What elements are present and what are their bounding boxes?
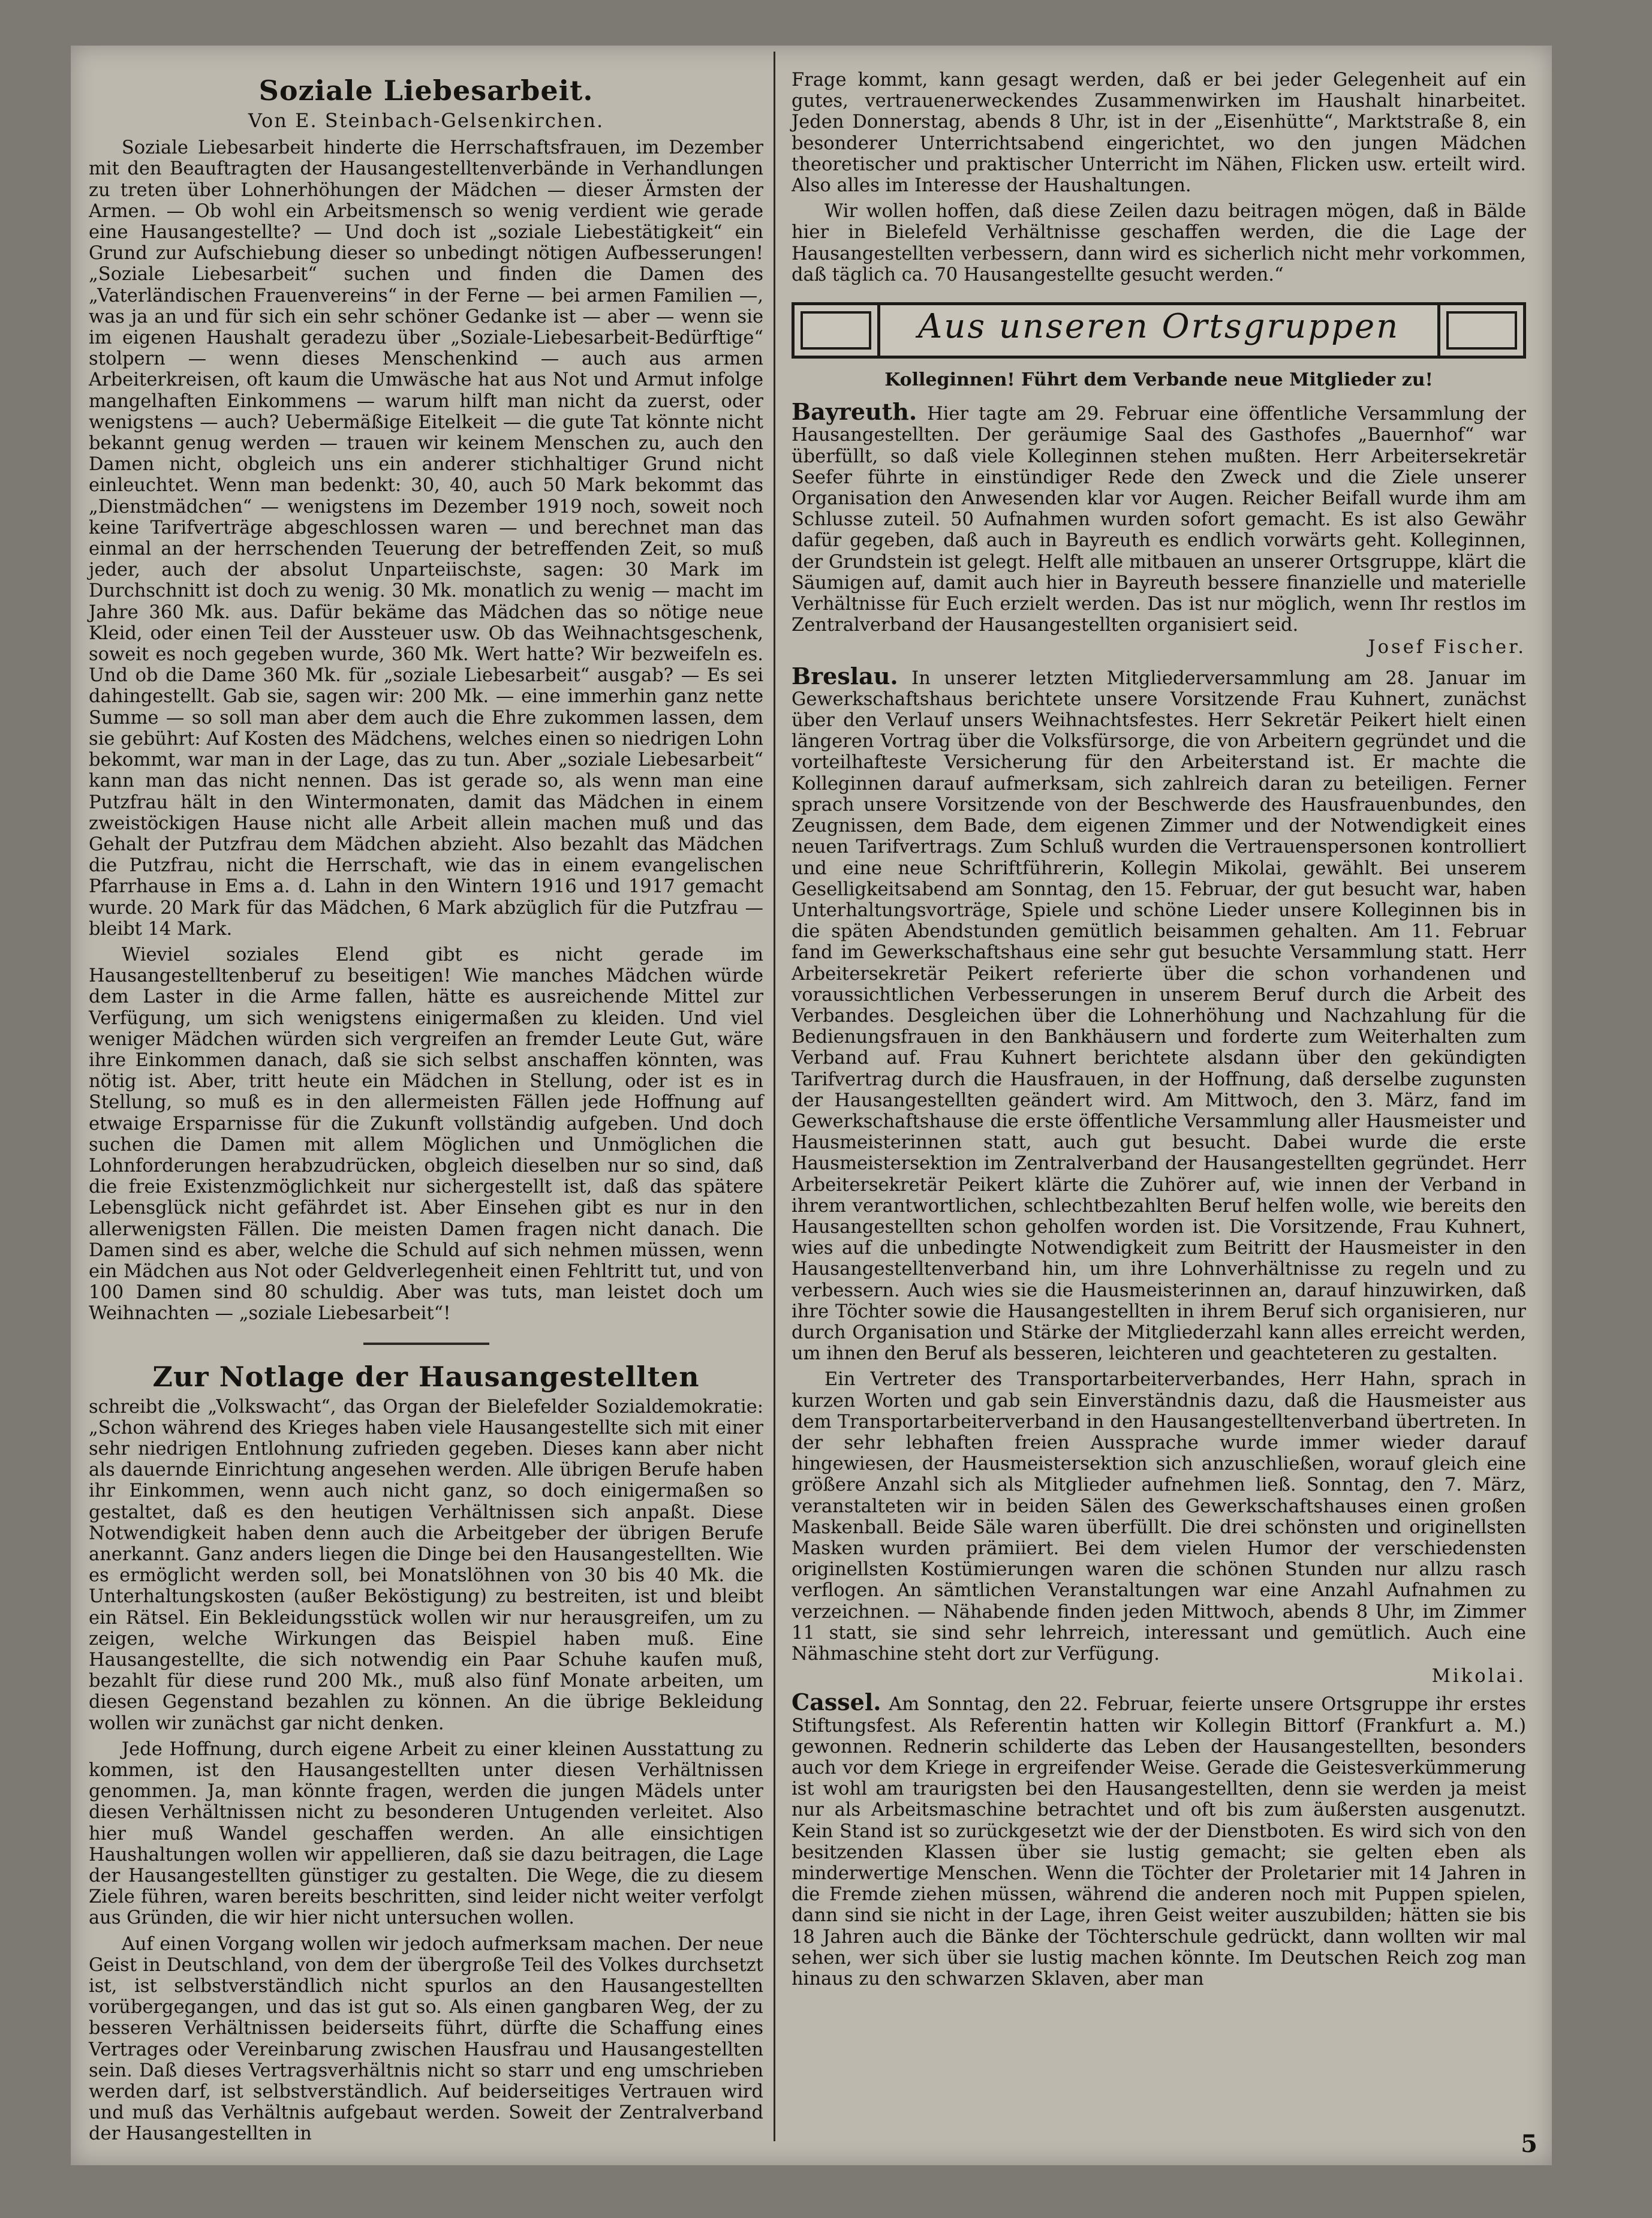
article-paragraph: Wieviel soziales Elend gibt es nicht gerade im Hausangestelltenberuf zu beseitigen! Wie manches Mädchen würde dem Laster in die Arme fallen, hätte es ausreichende Mittel zur Verfügung, um sich wenigstens einigermaßen zu kleiden. Und viel weniger Mädchen würden sich vergreifen an fremder Leute Gut, wäre ihre Einkommen danach, daß sie sich selbst anschaffen könnten, was nötig ist. Aber, tritt heute ein Mädchen in Stellung, oder ist es in Stellung, so muß es in den allermeisten Fällen jede Hoffnung auf etwaige Ersparnisse für die Zukunft vollständig aufgeben. Und doch suchen die Damen mit allem Möglichen und Unmöglichen die Lohnforderungen herabzudrücken, obgleich dieselben nur so sind, daß die freie Existenzmöglichkeit nur sichergestellt ist, daß das spätere Lebensglück nicht gefährdet ist. Aber Einsehen gibt es nur in den allerwenigsten Fällen. Die meisten Damen fragen nicht danach. Die Damen sind es aber, welche die Schuld auf sich nehmen müssen, wenn ein Mädchen aus Not oder Geldverlegenheit einen Fehltritt tut, und von 100 Damen sind 80 schuldig. Aber was tuts, man leistet doch um Weihnachten — „soziale Liebesarbeit“!	[89, 944, 763, 1325]
report-signature: Mikolai.	[1431, 1666, 1526, 1687]
article-separator	[363, 1343, 489, 1345]
right-column	[792, 70, 1526, 2129]
article-paragraph: Jede Hoffnung, durch eigene Arbeit zu einer kleinen Ausstattung zu kommen, ist den Hausangestellten unter diesen Verhältnissen genommen. Ja, man könnte fragen, werden die jungen Mädels unter diesen Verhältnissen nicht zu besonderen Untugenden verleitet. Also hier muß Wandel geschaffen werden. An alle einsichtigen Haushaltungen wollen wir appellieren, daß sie dazu beitragen, die Lage der Hausangestellten günstiger zu gestalten. Die Wege, die zu diesem Ziele führen, waren bereits beschritten, sind leider nicht weiter verfolgt aus Gründen, die wir hier nicht untersuchen wollen.	[89, 1738, 763, 1929]
report-cassel	[792, 1689, 1526, 1990]
article-byline: Von E. Steinbach-Gelsenkirchen.	[248, 109, 604, 132]
banner-ornament-left	[801, 311, 871, 350]
column-divider	[774, 52, 775, 2141]
report-place: Bayreuth.	[792, 398, 917, 426]
report-breslau	[792, 662, 1526, 1365]
article-paragraph: schreibt die „Volkswacht“, das Organ der Bielefelder Sozialdemokratie: „Schon während des Krieges haben viele Hausangestellte sich mit einer sehr niedrigen Entlohnung zufrieden gegeben. Dieses kann aber nicht als dauernde Einrichtung angesehen werden. Alle übrigen Berufe haben ihr Einkommen, wenn auch nicht ganz, so doch einigermaßen so gestaltet, daß es den heutigen Verhältnissen sich anpaßt. Diese Notwendigkeit haben denn auch die Arbeitgeber der übrigen Berufe anerkannt. Ganz anders liegen die Dinge bei den Hausangestellten. Wie es ermöglicht werden soll, bei Monatslöhnen von 30 bis 40 Mk. die Unterhaltungskosten (außer Beköstigung) zu bestreiten, ist und bleibt ein Rätsel. Ein Bekleidungsstück wollen wir nur herausgreifen, um zu zeigen, welche Wirkungen das Beispiel haben muß. Eine Hausangestellte, die sich notwendig ein Paar Schuhe kaufen muß, bezahlt für diese rund 200 Mk., muß also fünf Monate arbeiten, um diesen Gegenstand bezahlen zu können. An die übrige Bekleidung wollen wir zunächst gar nicht denken.	[89, 1396, 763, 1734]
newspaper-page	[71, 46, 1552, 2165]
continuation-paragraph: Frage kommt, kann gesagt werden, daß er bei jeder Gelegenheit auf ein gutes, vertrauenerweckendes Zusammenwirken im Haushalt hinarbeitet. Jeden Donnerstag, abends 8 Uhr, ist in der „Eisenhütte“, Marktstraße 8, ein besonderer Unterrichtsabend eingerichtet, wo den jungen Mädchen theoretischer und praktischer Unterricht im Nähen, Flicken usw. erteilt wird. Also alles im Interesse der Haushaltungen.	[792, 70, 1526, 197]
section-banner	[792, 302, 1526, 359]
report-place: Breslau.	[792, 662, 898, 690]
report-text: In unserer letzten Mitgliederversammlung am 28. Januar im Gewerkschaftshaus berichtete unsere Vorsitzende Frau Kuhnert, zunächst über den Verlauf unsers Weihnachtsfestes. Herr Sekretär Peikert hielt einen längeren Vortrag über die Volksfürsorge, die von Arbeitern gegründet und die vorteilhafteste Versicherung für den Arbeiterstand ist. Er machte die Kolleginnen darauf aufmerksam, sich zahlreich daran zu beteiligen. Ferner sprach unsere Vorsitzende von der Beschwerde des Hausfrauenbundes, den Zeugnissen, dem Bade, dem eigenen Zimmer und der Notwendigkeit eines neuen Tarifvertrags. Zum Schluß wurden die Vertrauenspersonen kontrolliert und eine neue Schriftführerin, Kollegin Mikolai, gewählt. Bei unserem Geselligkeitsabend am Sonntag, den 15. Februar, der gut besucht war, haben Unterhaltungsvorträge, Spiele und schöne Lieder unsere Kolleginnen bis in die späten Abendstunden gemütlich beisammen gehalten. Am 11. Februar fand im Gewerkschaftshaus eine sehr gut besuchte Versammlung statt. Herr Arbeitersekretär Peikert referierte über die schon vorhandenen und voraussichtlichen Verbesserungen in unserem Beruf durch die Arbeit des Verbandes. Desgleichen über die Lohnerhöhung und Nachzahlung für die Bedienungsfrauen in den Bankhäusern und forderte zum Weiterhalten zum Verband auf. Frau Kuhnert berichtete alsdann über den gekündigten Tarifvertrag durch die Hausfrauen, in der Hoffnung, daß derselbe zugunsten der Hausangestellten geändert wird. Am Mittwoch, den 3. März, fand im Gewerkschaftshause die erste öffentliche Versammlung aller Hausmeister und Hausmeisterinnen statt, auch gut besucht. Dabei wurde die erste Hausmeistersektion im Zentralverband der Hausangestellten gegründet. Herr Arbeitersekretär Peikert klärte die Zuhörer auf, wie innen der Verband in ihrem verantwortlichen, schlechtbezahlten Beruf helfen wolle, wie bereits den Hausangestellten schon geholfen worden ist. Die Vorsitzende, Frau Kuhnert, wies auf die unbedingte Notwendigkeit zum Beitritt der Hausmeister in den Hausangestelltenverband hin, um ihre Lohnverhältnisse zu regeln und zu verbessern. Auch wies sie die Hausmeisterinnen an, darauf hinzuwirken, daß ihre Töchter sowie die Hausangestellten in ihrem Beruf sich organisieren, nur durch Organisation und Stärke der Mitgliederzahl kann alles erreicht werden, um ihnen den Beruf als besseren, leichteren und geachteteren zu gestalten.	[792, 667, 1526, 1365]
section-title: Aus unseren Ortsgruppen	[877, 305, 1440, 356]
banner-ornament-right	[1446, 311, 1517, 350]
left-column	[89, 70, 763, 2145]
article-title-soziale-liebesarbeit: Soziale Liebesarbeit.	[258, 74, 594, 107]
report-bayreuth	[792, 398, 1526, 636]
report-text: Hier tagte am 29. Februar eine öffentliche Versammlung der Hausangestellten. Der geräumige Saal des Gasthofes „Bauernhof“ war überfüllt, so daß viele Kolleginnen stehen mußten. Herr Arbeitersekretär Seefer führte in einstündiger Rede den Zweck und die Ziele unserer Organisation den Anwesenden klar vor Augen. Reicher Beifall wurde ihm am Schlusse zuteil. 50 Aufnahmen wurden sofort gemacht. Es ist also Gewähr dafür gegeben, daß auch in Bayreuth es endlich vorwärts geht. Kolleginnen, der Grundstein ist gelegt. Helft alle mitbauen an unserer Ortsgruppe, klärt die Säumigen auf, damit auch hier in Bayreuth bessere finanzielle und materielle Verhältnisse für Euch erzielt werden. Das ist nur möglich, wenn Ihr restlos im Zentralverband der Hausangestellten organisiert seid.	[792, 404, 1526, 636]
report-signature: Josef Fischer.	[1368, 637, 1526, 658]
report-paragraph: Ein Vertreter des Transportarbeiterverbandes, Herr Hahn, sprach in kurzen Worten und gab sein Einverständnis dazu, daß die Hausmeister aus dem Transportarbeiterverband in den Hausangestelltenverband übertreten. In der sehr lebhaften freien Aussprache wurde immer wieder darauf hingewiesen, der Hausmeistersektion sich anzuschließen, worauf gleich eine größere Anzahl sich als Mitglieder aufnehmen ließ. Sonntag, den 7. März, veranstalteten wir in beiden Sälen des Gewerkschaftshauses einen großen Maskenball. Beide Säle waren überfüllt. Die drei schönsten und originellsten Masken wurden prämiiert. Bei dem vielen Humor der verschiedensten originellsten Kostümierungen waren die schönen Stunden nur allzu rasch verflogen. An sämtlichen Veranstaltungen war eine Anzahl Aufnahmen zu verzeichnen. — Nähabende finden jeden Mittwoch, abends 8 Uhr, im Zimmer 11 statt, sie sind sehr lehrreich, interessant und gemütlich. Auch eine Nähmaschine steht dort zur Verfügung.	[792, 1369, 1526, 1665]
section-subtitle: Kolleginnen! Führt dem Verbande neue Mitglieder zu!	[884, 369, 1433, 391]
continuation-paragraph: Wir wollen hoffen, daß diese Zeilen dazu beitragen mögen, daß in Bälde hier in Bielefeld Verhältnisse geschaffen werden, die die Lage der Hausangestellten verbessern, dann wird es sicherlich nicht mehr vorkommen, daß täglich ca. 70 Hausangestellte gesucht werden.“	[792, 201, 1526, 285]
page-number: 5	[1521, 2130, 1537, 2158]
report-place: Cassel.	[792, 1689, 881, 1716]
report-text: Am Sonntag, den 22. Februar, feierte unsere Ortsgruppe ihr erstes Stiftungsfest. Als Referentin hatten wir Kollegin Bittorf (Frankfurt a. M.) gewonnen. Rednerin schilderte das Leben der Hausangestellten, besonders auch vor dem Kriege in ergreifender Weise. Gerade die Geistesverkümmerung ist wohl am traurigsten bei den Hausangestellten, denn sie werden ja meist nur als Arbeitsmaschine betrachtet und oft bis zum äußersten ausgenutzt. Kein Stand ist so zurückgesetzt wie der der Dienstboten. Es wird sich von den besitzenden Klassen über sie lustig gemacht; sie gelten eben als minderwertige Menschen. Wenn die Töchter der Proletarier mit 14 Jahren in die Fremde ziehen müssen, während die anderen noch mit Puppen spielen, dann sind sie nicht in der Lage, ihren Geist weiter auszubilden; hätten sie bis 18 Jahren auch die Bänke der Töchterschule gedrückt, dann wollten wir mal sehen, wer sich über sie lustig machen könnte. Im Deutschen Reich zog man hinaus zu den schwarzen Sklaven, aber man	[792, 1694, 1526, 1990]
article-paragraph: Auf einen Vorgang wollen wir jedoch aufmerksam machen. Der neue Geist in Deutschland, von dem der übergroße Teil des Volkes durchsetzt ist, ist selbstverständlich nicht spurlos an den Hausangestellten vorübergegangen, und das ist gut so. Als einen gangbaren Weg, der zu besseren Verhältnissen beiderseits führt, dürfte die Schaffung eines Vertrages oder Vereinbarung zwischen Hausfrau und Hausangestellten sein. Daß dieses Vertragsverhältnis nicht so starr und eng umschrieben werden darf, ist selbstverständlich. Auf beiderseitiges Vertrauen wird und muß das Verhältnis aufgebaut werden. Soweit der Zentralverband der Hausangestellten in	[89, 1933, 763, 2145]
article-title-notlage: Zur Notlage der Hausangestellten	[152, 1360, 700, 1393]
article-paragraph: Soziale Liebesarbeit hinderte die Herrschaftsfrauen, im Dezember mit den Beauftragten der Hausangestelltenverbände in Verhandlungen zu treten über Lohnerhöhungen der Mädchen — dieser Ärmsten der Armen. — Ob wohl ein Arbeitsmensch so wenig verdient wie gerade eine Hausangestellte? — Und doch ist „soziale Liebestätigkeit“ ein Grund zur Aufschiebung dieser so unbedingt nötigen Aufbesserungen! „Soziale Liebesarbeit“ suchen und finden die Damen des „Vaterländischen Frauenvereins“ in der Ferne — bei armen Familien —, was ja an und für sich ein sehr schöner Gedanke ist — aber — wenn sie im eigenen Haushalt geradezu über „Soziale-Liebesarbeit-Bedürftige“ stolpern — wenn dieses Menschenkind — auch aus armen Arbeiterkreisen, oft kaum die Umwäsche hat aus Not und Armut infolge mangelhaften Einkommens — warum hilft man nicht da zuerst, oder wenigstens — auch? Uebermäßige Eitelkeit — die gute Tat könnte nicht bekannt genug werden — trauen wir keinem Menschen zu, auch den Damen nicht, obgleich uns ein anderer stichhaltiger Grund nicht einleuchtet. Wenn man bedenkt: 30, 40, auch 50 Mark bekommt das „Dienstmädchen“ — wenigstens im Dezember 1919 noch, soweit noch keine Tarifverträge abgeschlossen waren — und berechnet man das einmal an der herrschenden Teuerung der betreffenden Zeit, so muß jeder, auch der absolut Unparteiischste, sagen: 30 Mark im Durchschnitt ist doch zu wenig. 30 Mk. monatlich zu wenig — macht im Jahre 360 Mk. aus. Dafür bekäme das Mädchen das so nötige neue Kleid, oder einen Teil der Aussteuer usw. Ob das Weihnachtsgeschenk, soweit es noch gegeben wurde, 360 Mk. Wert hatte? Wir bezweifeln es. Und ob die Dame 360 Mk. für „soziale Liebesarbeit“ ausgab? — Es sei dahingestellt. Gab sie, sagen wir: 200 Mk. — eine immerhin ganz nette Summe — so soll man aber dem auch die Ehre zukommen lassen, dem sie gebührt: Auf Kosten des Mädchens, welches einen so niedrigen Lohn bekommt, war man in der Lage, das zu tun. Aber „soziale Liebesarbeit“ kann man das nicht nennen. Das ist gerade so, als wenn man eine Putzfrau hält in den Wintermonaten, damit das Mädchen in einem zweistöckigen Hause nicht alle Arbeit allein machen muß und das Gehalt der Putzfrau dem Mädchen abzieht. Also bezahlt das Mädchen die Putzfrau, nicht die Herrschaft, wie das in einem evangelischen Pfarrhause in Ems a. d. Lahn in den Wintern 1916 und 1917 gemacht wurde. 20 Mark für das Mädchen, 6 Mark abzüglich für die Putzfrau — bleibt 14 Mark.	[89, 137, 763, 940]
